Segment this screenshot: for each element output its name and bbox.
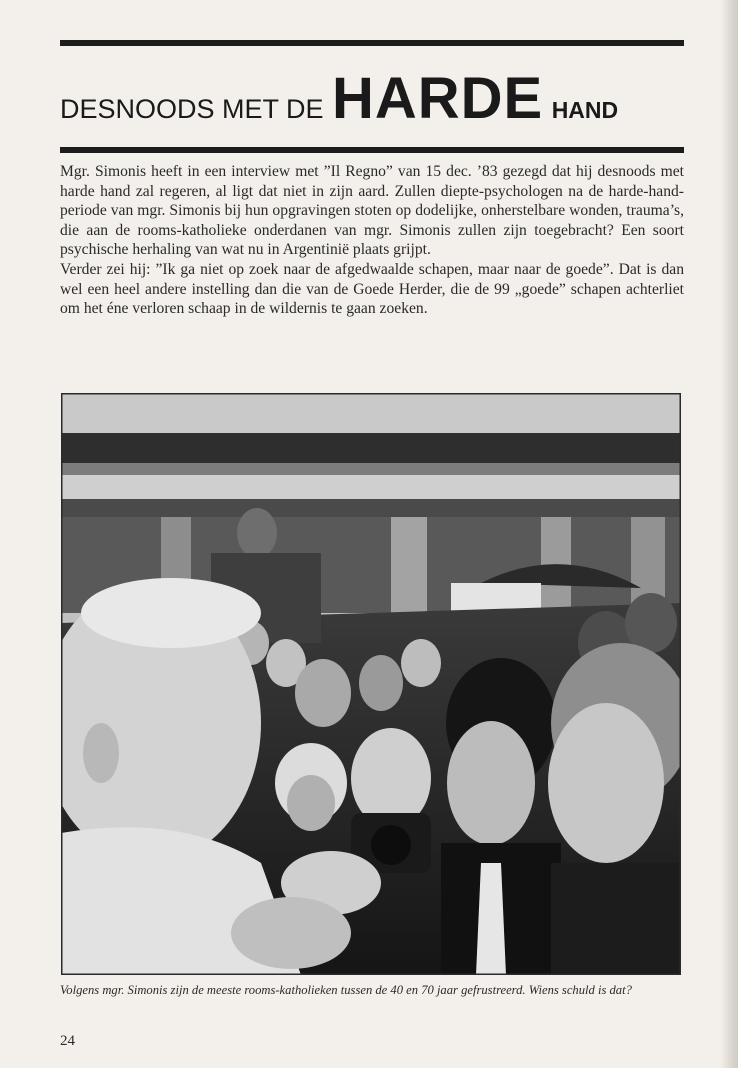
article-paragraph-2: Verder zei hij: ”Ik ga niet op zoek naar de afgedwaalde schapen, maar naar de goede”. Dat is dan wel een heel andere instelling dan die van de Goede Herder, die de 99 „goede” schapen achterliet om het éne verloren schaap in de wildernis te gaan zoeken. — [60, 260, 684, 318]
headline-rule-bottom — [60, 147, 684, 153]
page-edge-shadow — [720, 0, 738, 1068]
article-headline — [60, 66, 690, 134]
article-body — [60, 162, 684, 319]
headline-rule-top — [60, 40, 684, 46]
headline-suffix: HAND — [551, 97, 619, 123]
photo-caption: Volgens mgr. Simonis zijn de meeste rooms-katholieken tussen de 40 en 70 jaar gefrustreerd. Wiens schuld is dat? — [60, 983, 632, 997]
headline-prefix: DESNOODS MET DE — [60, 94, 324, 124]
page-number: 24 — [60, 1033, 75, 1049]
article-paragraph-1: Mgr. Simonis heeft in een interview met ”Il Regno” van 15 dec. ’83 gezegd dat hij desnoods met harde hand zal regeren, al ligt dat niet in zijn aard. Zullen diepte-psychologen na de harde-hand-periode van mgr. Simonis bij hun opgravingen stoten op dodelijke, onherstelbare wonden, trauma’s, die aan de rooms-katholieke onderdanen van mgr. Simonis zullen zijn toegebracht? Een soort psychische herhaling van wat nu in Argentinië plaats grijpt. — [60, 163, 684, 259]
headline-main: HARDE — [332, 66, 544, 131]
article-photo — [61, 393, 681, 975]
